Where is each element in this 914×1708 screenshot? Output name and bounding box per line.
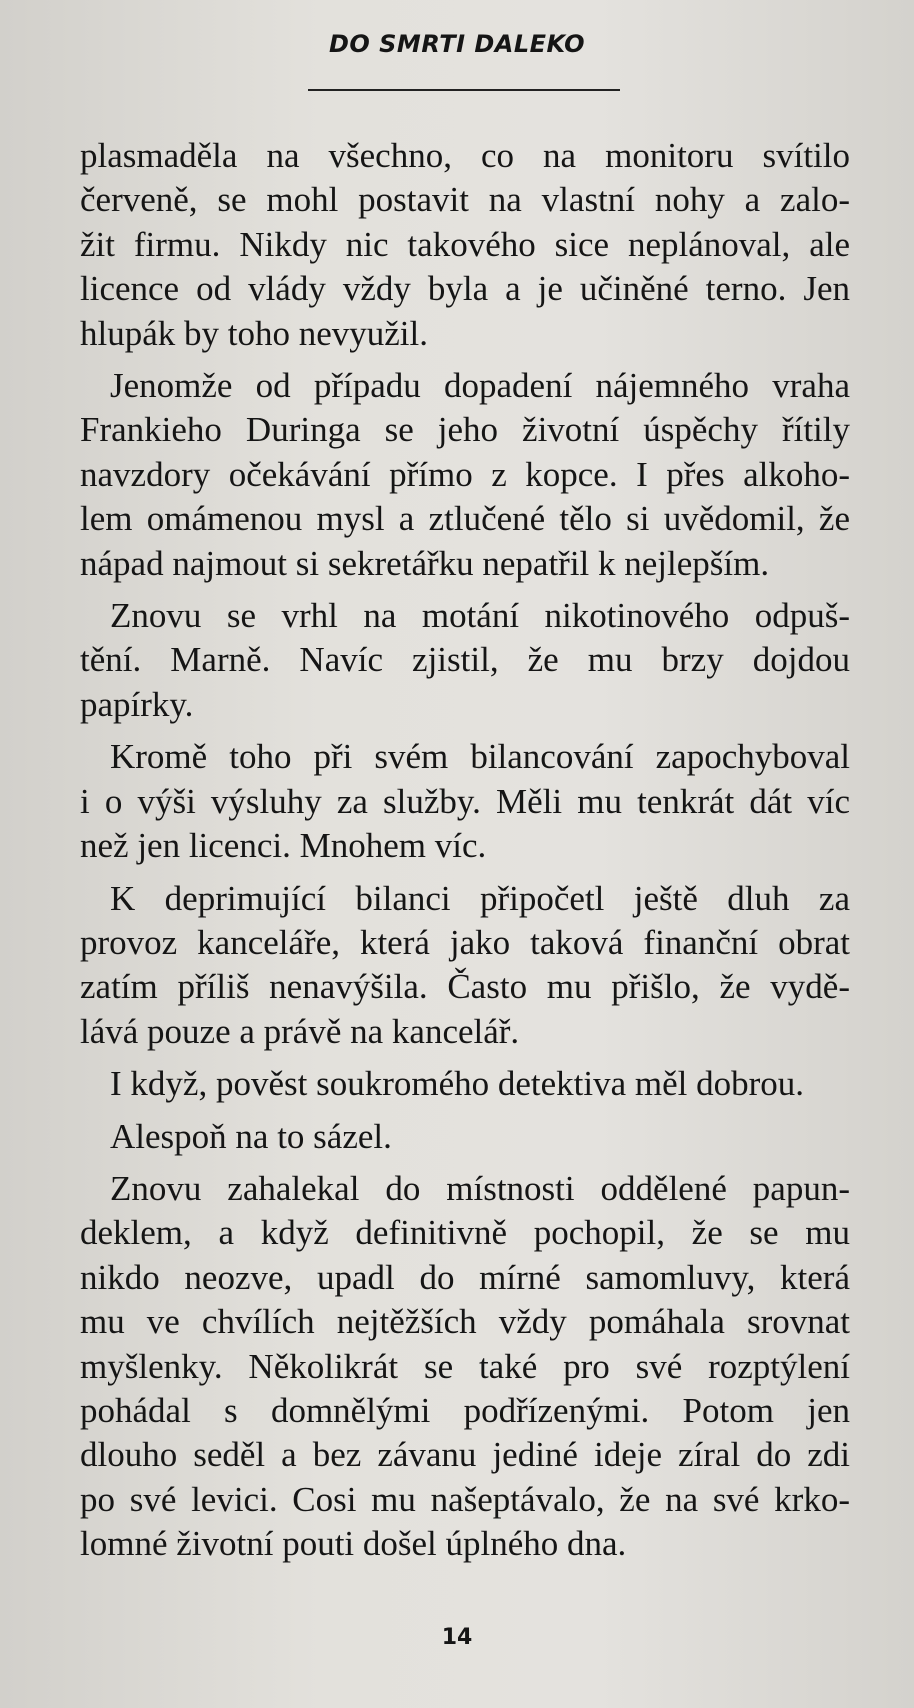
paragraph — [80, 877, 850, 1055]
text-line: deklem, a když definitivně pochopil, že se mu — [80, 1213, 850, 1253]
text-line: tění. Marně. Navíc zjistil, že mu brzy dojdou — [80, 640, 850, 680]
text-line: pohádal s domnělými podřízenými. Potom jen — [80, 1390, 850, 1430]
text-line: nikdo neozve, upadl do mírné samomluvy, která — [80, 1257, 850, 1297]
text-line: K deprimující bilanci připočetl ještě dluh za — [110, 878, 850, 918]
text-line: lem omámenou mysl a ztlučené tělo si uvědomil, že — [80, 499, 850, 539]
paragraph — [80, 134, 850, 356]
text-line: Znovu se vrhl na motání nikotinového odpuš- — [110, 596, 850, 636]
text-line: nápad najmout si sekretářku nepatřil k nejlepším. — [80, 543, 770, 583]
paragraph — [80, 1167, 850, 1567]
header-rule — [308, 89, 620, 91]
text-line: Alespoň na to sázel. — [110, 1116, 392, 1156]
text-line: lomné životní pouti došel úplného dna. — [80, 1524, 627, 1564]
page-number: 14 — [441, 1625, 473, 1650]
text-line: plasmaděla na všechno, co na monitoru svítilo — [80, 136, 850, 175]
paragraph — [80, 1115, 850, 1159]
text-line: mu ve chvílích nejtěžších vždy pomáhala srovnat — [80, 1302, 850, 1342]
text-line: papírky. — [80, 684, 194, 724]
text-line: Kromě toho při svém bilancování zapochyboval — [110, 737, 850, 777]
text-line: červeně, se mohl postavit na vlastní nohy a zalo- — [80, 180, 850, 220]
text-line: Jenomže od případu dopadení nájemného vraha — [110, 366, 850, 406]
text-line: Znovu zahalekal do místnosti oddělené papun- — [110, 1168, 850, 1208]
paragraph — [80, 364, 850, 586]
paragraph — [80, 594, 850, 727]
text-line: I když, pověst soukromého detektiva měl dobrou. — [110, 1064, 805, 1104]
text-line: Frankieho Duringa se jeho životní úspěchy řítily — [80, 410, 850, 450]
text-line: žit firmu. Nikdy nic takového sice neplánoval, ale — [80, 224, 850, 264]
text-line: i o výši výsluhy za služby. Měli mu tenkrát dát víc — [80, 781, 850, 821]
running-head: DO SMRTI DALEKO — [328, 30, 586, 58]
text-line: dlouho seděl a bez závanu jediné ideje zíral do zdi — [80, 1435, 850, 1475]
text-line: navzdory očekávání přímo z kopce. I přes alkoho- — [80, 454, 850, 494]
text-line: hlupák by toho nevyužil. — [80, 313, 429, 353]
paragraph — [80, 1062, 850, 1106]
text-line: po své levici. Cosi mu našeptávalo, že na své krko- — [80, 1479, 850, 1519]
body-text — [80, 134, 850, 1567]
text-line: než jen licenci. Mnohem víc. — [80, 826, 487, 866]
paragraph — [80, 735, 850, 868]
text-line: lává pouze a právě na kancelář. — [80, 1011, 520, 1051]
text-line: zatím příliš nenavýšila. Často mu přišlo, že vydě- — [80, 967, 850, 1007]
text-line: licence od vlády vždy byla a je učiněné terno. Jen — [80, 269, 850, 309]
text-line: provoz kanceláře, která jako taková finanční obrat — [80, 922, 850, 962]
text-line: myšlenky. Několikrát se také pro své rozptýlení — [80, 1346, 850, 1386]
